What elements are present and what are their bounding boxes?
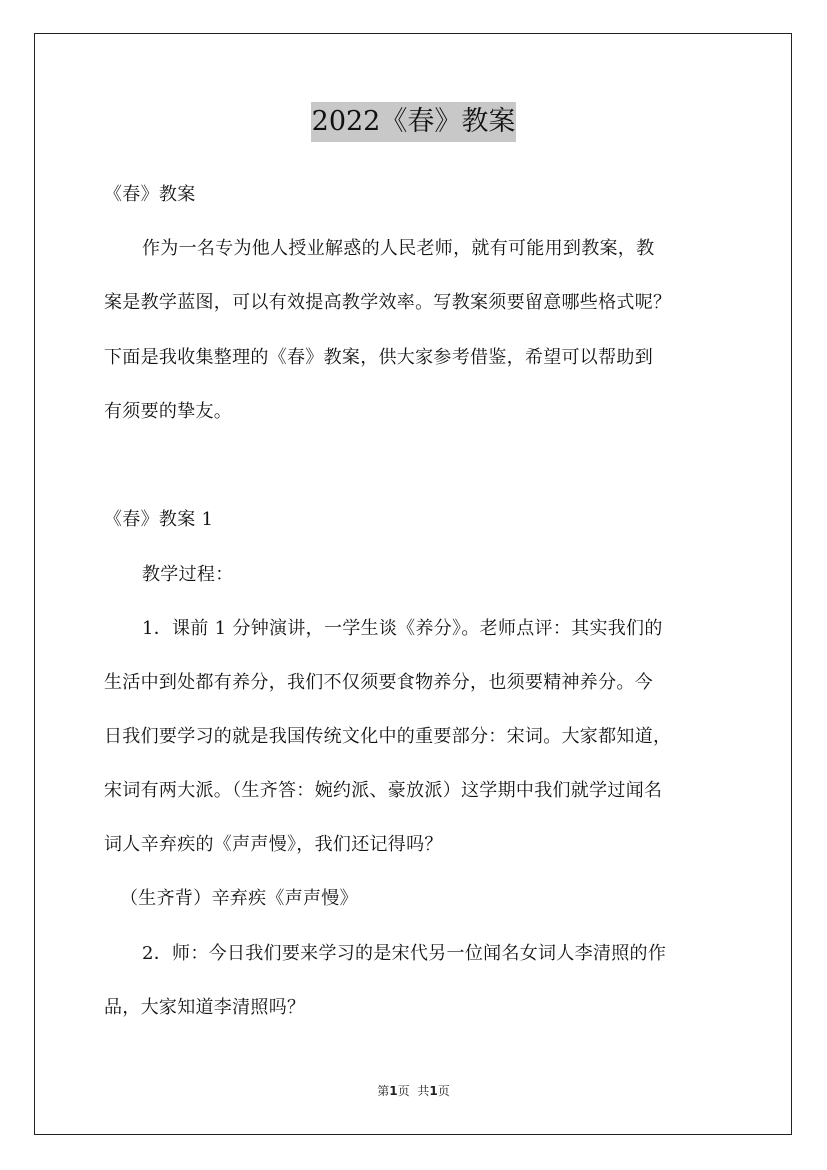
- section-heading: 《春》教案: [104, 184, 196, 205]
- footer-total-number: 1: [429, 1084, 438, 1098]
- paragraph-line: 词人辛弃疾的《声声慢》，我们还记得吗？: [104, 834, 443, 855]
- title-container: [0, 102, 827, 142]
- page-footer: [0, 1083, 827, 1099]
- footer-total-suffix: 页: [437, 1084, 450, 1098]
- paragraph-line: 宋词有两大派。（生齐答：婉约派、豪放派）这学期中我们就学过闻名: [104, 780, 663, 801]
- paragraph-line: 案是教学蓝图，可以有效提高教学效率。写教案须要留意哪些格式呢？: [104, 292, 672, 313]
- paragraph-line: 有须要的挚友。: [104, 401, 233, 422]
- paragraph-line: 日我们要学习的就是我国传统文化中的重要部分：宋词。大家都知道，: [104, 726, 672, 747]
- paragraph-line: 1．课前 1 分钟演讲，一学生谈《养分》。老师点评：其实我们的: [142, 618, 663, 639]
- footer-total-prefix: 共: [417, 1084, 430, 1098]
- footer-page-prefix: 第: [377, 1084, 390, 1098]
- paragraph-line: （生齐背）辛弃疾《声声慢》: [120, 888, 358, 909]
- paragraph-line: 教学过程：: [142, 564, 234, 585]
- paragraph-line: 下面是我收集整理的《春》教案，供大家参考借鉴，希望可以帮助到: [104, 347, 653, 368]
- section-heading: 《春》教案 1: [104, 509, 214, 530]
- document-title: 2022《春》教案: [311, 102, 517, 142]
- paragraph-line: 生活中到处都有养分，我们不仅须要食物养分，也须要精神养分。今: [104, 672, 653, 693]
- paragraph-line: 作为一名专为他人授业解惑的人民老师，就有可能用到教案，教: [142, 238, 655, 259]
- footer-page-number: 1: [389, 1084, 398, 1098]
- paragraph-line: 品，大家知道李清照吗？: [104, 997, 306, 1018]
- paragraph-line: 2．师：今日我们要来学习的是宋代另一位闻名女词人李清照的作: [142, 943, 667, 964]
- footer-page-suffix: 页: [397, 1084, 410, 1098]
